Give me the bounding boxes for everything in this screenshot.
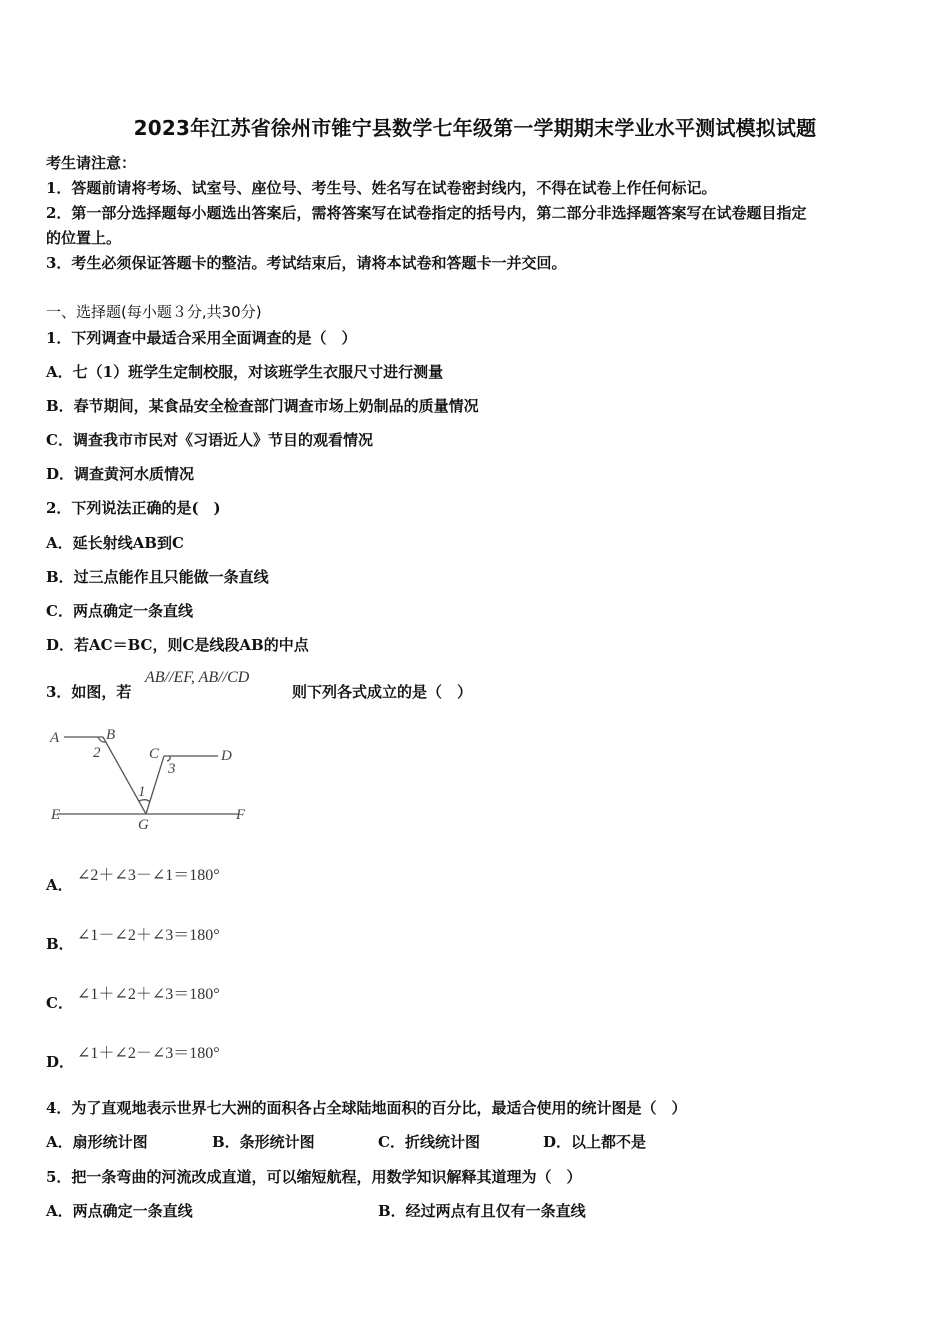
q3-option-c-label: C． <box>46 994 73 1012</box>
notice-item-3: 3．考生必须保证答题卡的整洁。考试结束后，请将本试卷和答题卡一并交回。 <box>46 254 567 272</box>
q2-option-c: C．两点确定一条直线 <box>46 602 193 620</box>
section-header: 一、选择题(每小题３分,共30分) <box>46 303 262 321</box>
q3-option-a-label: A． <box>46 876 73 894</box>
q1-option-b: B．春节期间，某食品安全检查部门调查市场上奶制品的质量情况 <box>46 397 479 415</box>
q3-stem-prefix: 3．如图，若 <box>46 683 132 701</box>
label-a: A <box>50 730 60 746</box>
page-title: 2023年江苏省徐州市锥宁县数学七年级第一学期期末学业水平测试模拟试题 <box>133 116 817 140</box>
notice-item-1: 1．答题前请将考场、试室号、座位号、考生号、姓名写在试卷密封线内，不得在试卷上作任何标记。 <box>46 179 717 197</box>
q4-option-c: C．折线统计图 <box>378 1133 480 1151</box>
q5-option-a: A．两点确定一条直线 <box>46 1202 193 1220</box>
line-gc <box>146 756 164 814</box>
q5-option-b: B．经过两点有且仅有一条直线 <box>378 1202 586 1220</box>
q5-stem: 5．把一条弯曲的河流改成直道，可以缩短航程，用数学知识解释其道理为（ ） <box>46 1168 582 1186</box>
q2-option-b: B．过三点能作且只能做一条直线 <box>46 568 269 586</box>
notice-item-2-line-1: 2．第一部分选择题每小题选出答案后，需将答案写在试卷指定的括号内，第二部分非选择题答案写在试卷题目指定 <box>46 204 807 222</box>
notice-item-2-line-2: 的位置上。 <box>46 229 122 247</box>
q1-option-a: A．七（1）班学生定制校服，对该班学生衣服尺寸进行测量 <box>46 363 444 381</box>
q2-option-d: D．若AC＝BC，则C是线段AB的中点 <box>46 636 309 654</box>
label-angle-3: 3 <box>168 761 176 777</box>
q3-option-d-formula: ∠1＋∠2－∠3＝180° <box>77 1045 220 1062</box>
label-f: F <box>236 807 246 823</box>
q3-geometry-figure <box>46 722 266 837</box>
q2-option-a: A．延长射线AB到C <box>46 534 184 552</box>
angle-1-arc <box>139 800 150 802</box>
label-g: G <box>138 817 149 833</box>
q4-option-b: B．条形统计图 <box>212 1133 315 1151</box>
q3-option-a-formula: ∠2＋∠3－∠1＝180° <box>77 867 220 884</box>
q3-option-c-formula: ∠1＋∠2＋∠3＝180° <box>77 986 220 1003</box>
q4-option-d: D．以上都不是 <box>543 1133 647 1151</box>
q3-condition: AB//EF, AB//CD <box>145 669 250 686</box>
q3-option-b-label: B． <box>46 935 74 953</box>
notice-header: 考生请注意： <box>46 154 137 172</box>
q3-option-b-formula: ∠1－∠2＋∠3＝180° <box>77 927 220 944</box>
q4-stem: 4．为了直观地表示世界七大洲的面积各占全球陆地面积的百分比，最适合使用的统计图是（ ） <box>46 1099 687 1117</box>
label-b: B <box>106 727 116 743</box>
q3-option-d-label: D． <box>46 1053 75 1071</box>
q2-stem: 2．下列说法正确的是( ) <box>46 499 221 517</box>
label-c: C <box>149 746 160 762</box>
q1-option-d: D．调查黄河水质情况 <box>46 465 195 483</box>
label-angle-2: 2 <box>93 745 101 761</box>
q1-stem: 1．下列调查中最适合采用全面调查的是（ ） <box>46 329 357 347</box>
line-bg <box>103 737 146 814</box>
label-e: E <box>51 807 61 823</box>
q4-option-a: A．扇形统计图 <box>46 1133 148 1151</box>
label-d: D <box>221 748 232 764</box>
q3-stem-suffix: 则下列各式成立的是（ ） <box>292 683 473 701</box>
label-angle-1: 1 <box>138 784 146 800</box>
q1-option-c: C．调查我市市民对《习语近人》节目的观看情况 <box>46 431 373 449</box>
